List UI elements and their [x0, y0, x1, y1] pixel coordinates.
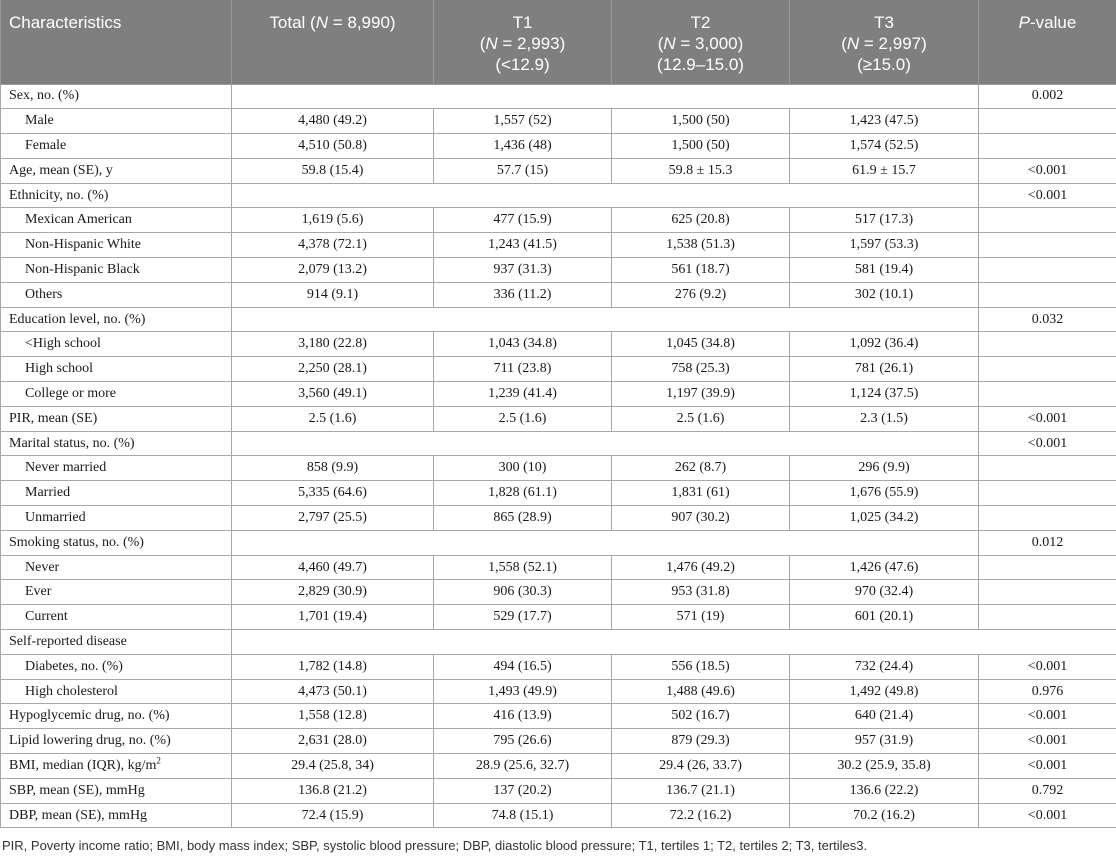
- cell-t1: 494 (16.5): [434, 654, 612, 679]
- table-row: [1, 729, 1116, 754]
- cell-t3: 302 (10.1): [790, 282, 979, 307]
- cell-total: 29.4 (25.8, 34): [232, 754, 434, 779]
- section-spacer: [232, 630, 1116, 655]
- row-label: [1, 630, 232, 655]
- section-spacer: [232, 431, 979, 456]
- cell-t1: 2.5 (1.6): [434, 406, 612, 431]
- row-label-text: Never: [25, 559, 60, 575]
- cell-t3: 1,092 (36.4): [790, 332, 979, 357]
- cell-total: 3,560 (49.1): [232, 382, 434, 407]
- cell-t2: 907 (30.2): [612, 506, 790, 531]
- table-row: [1, 679, 1116, 704]
- cell-pvalue: 0.012: [979, 530, 1116, 555]
- row-label-text: DBP, mean (SE), mmHg: [9, 807, 148, 823]
- row-label-text: Male: [25, 113, 54, 129]
- cell-total: 4,378 (72.1): [232, 233, 434, 258]
- cell-t3: 640 (21.4): [790, 704, 979, 729]
- section-row: [1, 84, 1116, 109]
- header-t1-range: (<12.9): [495, 55, 550, 74]
- cell-pvalue: [979, 208, 1116, 233]
- cell-total: 858 (9.9): [232, 456, 434, 481]
- cell-total: 4,473 (50.1): [232, 679, 434, 704]
- header-t3-n-symbol: N: [846, 34, 860, 53]
- cell-pvalue: [979, 481, 1116, 506]
- cell-t3: 1,597 (53.3): [790, 233, 979, 258]
- row-label-text: BMI, median (IQR), kg/m: [9, 757, 157, 773]
- row-label-text: Unmarried: [25, 509, 86, 525]
- cell-pvalue: 0.032: [979, 307, 1116, 332]
- header-t3-range: (≥15.0): [857, 55, 911, 74]
- cell-t3: 781 (26.1): [790, 357, 979, 382]
- cell-pvalue: 0.792: [979, 778, 1116, 803]
- row-label: [1, 778, 232, 803]
- cell-t3: 581 (19.4): [790, 258, 979, 283]
- cell-total: 2,079 (13.2): [232, 258, 434, 283]
- table-row: [1, 654, 1116, 679]
- header-t1-n-symbol: N: [485, 34, 498, 53]
- section-spacer: [232, 84, 979, 109]
- row-label-text: Never married: [25, 460, 107, 476]
- table-row: [1, 158, 1116, 183]
- cell-t3: 70.2 (16.2): [790, 803, 979, 828]
- header-total: [232, 0, 434, 84]
- table-row: [1, 258, 1116, 283]
- cell-t1: 1,239 (41.4): [434, 382, 612, 407]
- cell-t1: 1,557 (52): [434, 109, 612, 134]
- row-label: [1, 530, 232, 555]
- table-row: [1, 506, 1116, 531]
- row-label: [1, 555, 232, 580]
- row-label-text: Age, mean (SE), y: [9, 162, 113, 178]
- header-t3-title: T3: [874, 13, 894, 32]
- header-t2-n-open: (: [657, 34, 664, 53]
- section-row: [1, 431, 1116, 456]
- cell-t2: 571 (19): [612, 605, 790, 630]
- header-characteristics-label: Characteristics: [9, 13, 122, 32]
- cell-pvalue: [979, 332, 1116, 357]
- cell-t2: 59.8 ± 15.3: [612, 158, 790, 183]
- cell-t1: 336 (11.2): [434, 282, 612, 307]
- section-row: [1, 630, 1116, 655]
- header-t1-n-open: (: [479, 34, 486, 53]
- table-row: [1, 134, 1116, 159]
- row-label-text: Non-Hispanic White: [25, 237, 141, 253]
- cell-t3: 732 (24.4): [790, 654, 979, 679]
- cell-t3: 957 (31.9): [790, 729, 979, 754]
- row-label: [1, 431, 232, 456]
- cell-total: 4,480 (49.2): [232, 109, 434, 134]
- row-label-text: Married: [25, 485, 71, 501]
- cell-t2: 1,500 (50): [612, 134, 790, 159]
- cell-total: 1,619 (5.6): [232, 208, 434, 233]
- cell-t1: 1,043 (34.8): [434, 332, 612, 357]
- header-t2-range: (12.9–15.0): [657, 55, 744, 74]
- cell-t1: 529 (17.7): [434, 605, 612, 630]
- row-label-text: PIR, mean (SE): [9, 410, 98, 426]
- section-row: [1, 530, 1116, 555]
- cell-t2: 502 (16.7): [612, 704, 790, 729]
- cell-t2: 1,538 (51.3): [612, 233, 790, 258]
- header-total-label: Total (: [269, 13, 316, 32]
- row-label: [1, 729, 232, 754]
- table-row: [1, 803, 1116, 828]
- section-spacer: [232, 530, 979, 555]
- header-t1: [434, 0, 612, 84]
- cell-t2: 2.5 (1.6): [612, 406, 790, 431]
- cell-t1: 906 (30.3): [434, 580, 612, 605]
- table-footnote: PIR, Poverty income ratio; BMI, body mass index; SBP, systolic blood pressure; DBP, diastolic blood pressure; T1, tertiles 1; T2, tertiles 2; T3, tertiles3.: [2, 838, 868, 853]
- section-spacer: [232, 183, 979, 208]
- cell-pvalue: <0.001: [979, 406, 1116, 431]
- cell-pvalue: [979, 555, 1116, 580]
- cell-pvalue: [979, 357, 1116, 382]
- cell-pvalue: <0.001: [979, 704, 1116, 729]
- cell-t2: 136.7 (21.1): [612, 778, 790, 803]
- header-total-n: N: [315, 13, 328, 32]
- row-label: [1, 481, 232, 506]
- row-label: [1, 134, 232, 159]
- cell-pvalue: [979, 580, 1116, 605]
- row-label: [1, 754, 232, 779]
- cell-total: 2,250 (28.1): [232, 357, 434, 382]
- section-row: [1, 183, 1116, 208]
- row-label: [1, 580, 232, 605]
- row-label: [1, 803, 232, 828]
- header-characteristics: [1, 0, 232, 84]
- row-label-text: Hypoglycemic drug, no. (%): [9, 708, 170, 724]
- cell-t1: 1,493 (49.9): [434, 679, 612, 704]
- table-row: [1, 332, 1116, 357]
- cell-pvalue: <0.001: [979, 183, 1116, 208]
- cell-t2: 29.4 (26, 33.7): [612, 754, 790, 779]
- cell-t2: 1,045 (34.8): [612, 332, 790, 357]
- row-label-text: Current: [25, 609, 68, 625]
- header-t2-n-value: = 3,000): [675, 34, 744, 53]
- table-row: [1, 208, 1116, 233]
- cell-t2: 72.2 (16.2): [612, 803, 790, 828]
- row-label-text: Self-reported disease: [9, 633, 127, 649]
- table-row: [1, 233, 1116, 258]
- cell-total: 1,782 (14.8): [232, 654, 434, 679]
- section-row: [1, 307, 1116, 332]
- row-label: [1, 109, 232, 134]
- cell-t1: 795 (26.6): [434, 729, 612, 754]
- row-label: [1, 258, 232, 283]
- table-row: [1, 605, 1116, 630]
- cell-pvalue: <0.001: [979, 729, 1116, 754]
- cell-t1: 1,558 (52.1): [434, 555, 612, 580]
- row-label-text: Sex, no. (%): [9, 88, 79, 104]
- row-label: [1, 233, 232, 258]
- cell-t1: 1,828 (61.1): [434, 481, 612, 506]
- cell-total: 3,180 (22.8): [232, 332, 434, 357]
- cell-t1: 865 (28.9): [434, 506, 612, 531]
- header-t3-n-value: = 2,997): [859, 34, 927, 53]
- cell-t1: 74.8 (15.1): [434, 803, 612, 828]
- row-label: [1, 357, 232, 382]
- row-label: [1, 704, 232, 729]
- cell-t1: 1,436 (48): [434, 134, 612, 159]
- cell-t2: 556 (18.5): [612, 654, 790, 679]
- table-row: [1, 382, 1116, 407]
- header-t2-title: T2: [690, 13, 711, 32]
- cell-t1: 300 (10): [434, 456, 612, 481]
- cell-pvalue: [979, 258, 1116, 283]
- cell-total: 5,335 (64.6): [232, 481, 434, 506]
- cell-t2: 1,476 (49.2): [612, 555, 790, 580]
- cell-pvalue: [979, 456, 1116, 481]
- row-label-text: Lipid lowering drug, no. (%): [9, 733, 171, 749]
- table-row: [1, 109, 1116, 134]
- cell-pvalue: [979, 506, 1116, 531]
- row-label: [1, 456, 232, 481]
- cell-t3: 296 (9.9): [790, 456, 979, 481]
- cell-total: 1,558 (12.8): [232, 704, 434, 729]
- cell-t2: 1,500 (50): [612, 109, 790, 134]
- cell-t2: 1,197 (39.9): [612, 382, 790, 407]
- row-label-text: High cholesterol: [25, 683, 118, 699]
- section-spacer: [232, 307, 979, 332]
- row-label-text: Education level, no. (%): [9, 311, 146, 327]
- cell-t2: 625 (20.8): [612, 208, 790, 233]
- row-label-text: Smoking status, no. (%): [9, 534, 144, 550]
- row-label-text: Ever: [25, 584, 52, 600]
- cell-t3: 30.2 (25.9, 35.8): [790, 754, 979, 779]
- cell-total: 72.4 (15.9): [232, 803, 434, 828]
- cell-t1: 137 (20.2): [434, 778, 612, 803]
- cell-total: 2.5 (1.6): [232, 406, 434, 431]
- row-label-superscript: 2: [156, 755, 161, 766]
- row-label: [1, 382, 232, 407]
- row-label-text: Others: [25, 286, 63, 302]
- row-label: [1, 605, 232, 630]
- header-t3: [790, 0, 979, 84]
- table-row: [1, 754, 1116, 779]
- cell-pvalue: [979, 282, 1116, 307]
- cell-total: 914 (9.1): [232, 282, 434, 307]
- table-row: [1, 778, 1116, 803]
- cell-t2: 276 (9.2): [612, 282, 790, 307]
- cell-pvalue: <0.001: [979, 158, 1116, 183]
- cell-pvalue: 0.002: [979, 84, 1116, 109]
- cell-pvalue: <0.001: [979, 431, 1116, 456]
- row-label-text: <High school: [25, 336, 101, 352]
- header-t2: [612, 0, 790, 84]
- table-row: [1, 481, 1116, 506]
- row-label-text: Mexican American: [25, 212, 132, 228]
- table-row: [1, 704, 1116, 729]
- cell-t3: 517 (17.3): [790, 208, 979, 233]
- cell-total: 4,460 (49.7): [232, 555, 434, 580]
- cell-total: 2,829 (30.9): [232, 580, 434, 605]
- cell-pvalue: [979, 233, 1116, 258]
- table-row: [1, 406, 1116, 431]
- row-label-text: College or more: [25, 385, 116, 401]
- cell-t1: 57.7 (15): [434, 158, 612, 183]
- header-t3-n: [796, 33, 972, 54]
- cell-pvalue: 0.976: [979, 679, 1116, 704]
- cell-pvalue: [979, 382, 1116, 407]
- cell-t3: 2.3 (1.5): [790, 406, 979, 431]
- header-pvalue-p: P: [1018, 13, 1031, 32]
- row-label: [1, 84, 232, 109]
- cell-t2: 953 (31.8): [612, 580, 790, 605]
- row-label: [1, 679, 232, 704]
- cell-t2: 561 (18.7): [612, 258, 790, 283]
- row-label: [1, 158, 232, 183]
- cell-pvalue: [979, 109, 1116, 134]
- cell-pvalue: <0.001: [979, 754, 1116, 779]
- cell-t3: 1,676 (55.9): [790, 481, 979, 506]
- cell-t2: 879 (29.3): [612, 729, 790, 754]
- cell-t3: 61.9 ± 15.7: [790, 158, 979, 183]
- cell-t1: 937 (31.3): [434, 258, 612, 283]
- cell-t1: 28.9 (25.6, 32.7): [434, 754, 612, 779]
- header-t2-n-symbol: N: [663, 34, 676, 53]
- cell-total: 136.8 (21.2): [232, 778, 434, 803]
- header-t3-n-open: (: [841, 34, 847, 53]
- cell-t2: 1,831 (61): [612, 481, 790, 506]
- header-pvalue-rest: -value: [1030, 13, 1077, 32]
- cell-pvalue: <0.001: [979, 654, 1116, 679]
- header-row: [1, 0, 1116, 84]
- table-body: [1, 84, 1116, 828]
- row-label: [1, 654, 232, 679]
- row-label: [1, 406, 232, 431]
- row-label-text: Non-Hispanic Black: [25, 261, 140, 277]
- cell-total: 2,631 (28.0): [232, 729, 434, 754]
- row-label: [1, 183, 232, 208]
- cell-t1: 1,243 (41.5): [434, 233, 612, 258]
- cell-t3: 1,025 (34.2): [790, 506, 979, 531]
- cell-t3: 601 (20.1): [790, 605, 979, 630]
- header-pvalue: [979, 0, 1116, 84]
- cell-t2: 758 (25.3): [612, 357, 790, 382]
- cell-t3: 970 (32.4): [790, 580, 979, 605]
- cell-t1: 477 (15.9): [434, 208, 612, 233]
- table-header: [1, 0, 1116, 84]
- cell-total: 2,797 (25.5): [232, 506, 434, 531]
- row-label: [1, 282, 232, 307]
- table-row: [1, 456, 1116, 481]
- header-t1-n-value: = 2,993): [497, 34, 566, 53]
- cell-total: 4,510 (50.8): [232, 134, 434, 159]
- cell-t2: 1,488 (49.6): [612, 679, 790, 704]
- table-row: [1, 580, 1116, 605]
- row-label: [1, 208, 232, 233]
- cell-t1: 711 (23.8): [434, 357, 612, 382]
- cell-total: 59.8 (15.4): [232, 158, 434, 183]
- table-row: [1, 555, 1116, 580]
- row-label: [1, 506, 232, 531]
- cell-t1: 416 (13.9): [434, 704, 612, 729]
- cell-t3: 136.6 (22.2): [790, 778, 979, 803]
- row-label-text: SBP, mean (SE), mmHg: [9, 782, 145, 798]
- row-label-text: High school: [25, 361, 94, 377]
- table-row: [1, 357, 1116, 382]
- cell-pvalue: [979, 134, 1116, 159]
- row-label-text: Female: [25, 137, 67, 153]
- row-label-text: Diabetes, no. (%): [25, 658, 123, 674]
- header-t2-n: [618, 33, 783, 54]
- cell-t2: 262 (8.7): [612, 456, 790, 481]
- cell-t3: 1,423 (47.5): [790, 109, 979, 134]
- header-total-value: = 8,990): [328, 13, 396, 32]
- header-t1-n: [440, 33, 605, 54]
- cell-pvalue: <0.001: [979, 803, 1116, 828]
- cell-t3: 1,492 (49.8): [790, 679, 979, 704]
- cell-total: 1,701 (19.4): [232, 605, 434, 630]
- cell-t3: 1,426 (47.6): [790, 555, 979, 580]
- row-label: [1, 332, 232, 357]
- cell-t3: 1,124 (37.5): [790, 382, 979, 407]
- row-label-text: Marital status, no. (%): [9, 435, 135, 451]
- cell-pvalue: [979, 605, 1116, 630]
- header-t1-title: T1: [512, 13, 533, 32]
- row-label: [1, 307, 232, 332]
- table-row: [1, 282, 1116, 307]
- cell-t3: 1,574 (52.5): [790, 134, 979, 159]
- row-label-text: Ethnicity, no. (%): [9, 187, 109, 203]
